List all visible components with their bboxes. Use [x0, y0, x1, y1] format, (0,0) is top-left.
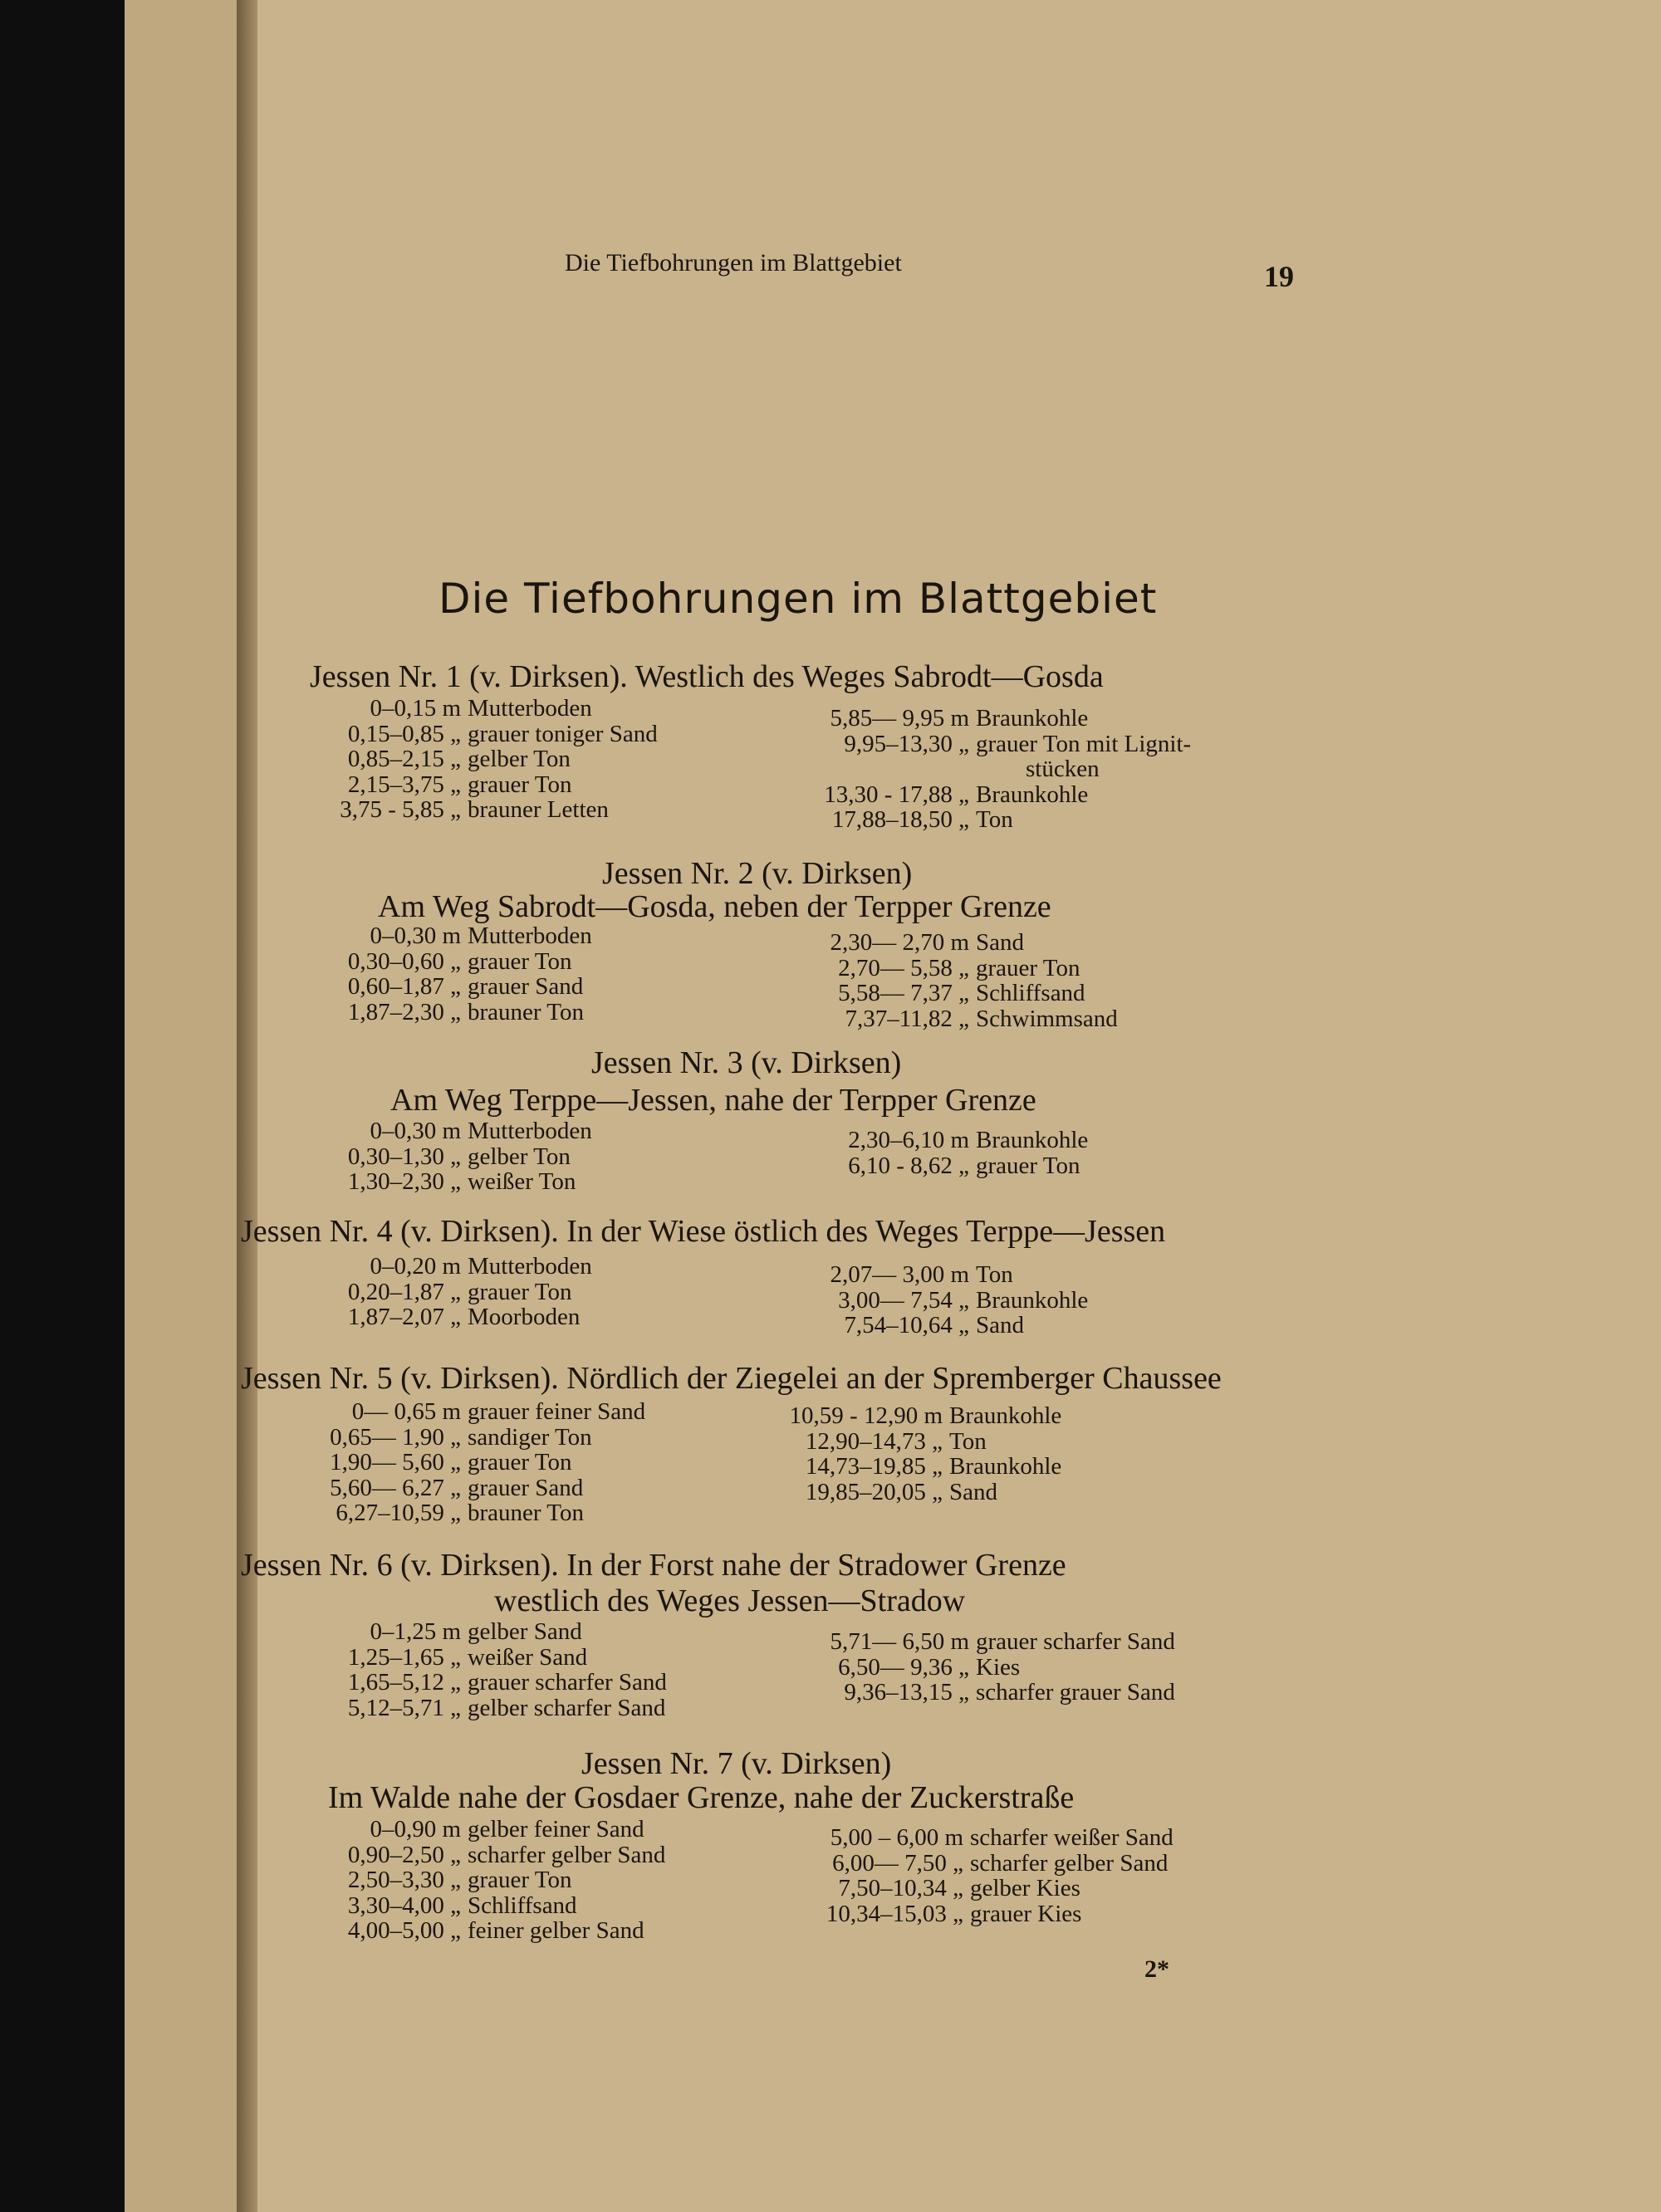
book-gutter	[237, 0, 257, 2212]
section-heading-jessen-7: Jessen Nr. 7 (v. Dirksen)	[581, 1746, 892, 1781]
layer-description: Sand	[976, 929, 1024, 956]
layer-description: grauer Ton	[468, 947, 572, 975]
layer-row	[320, 746, 658, 772]
layer-description: Schliffsand	[468, 1891, 577, 1919]
section-heading-jessen-3: Jessen Nr. 3 (v. Dirksen)	[591, 1045, 902, 1080]
depth-range: 12,90–14,73 „	[805, 1427, 943, 1455]
layer-description: grauer toniger Sand	[468, 720, 658, 747]
depth-range	[799, 756, 976, 782]
layer-description: Ton	[949, 1427, 987, 1455]
section-subheading-jessen-3: Am Weg Terppe—Jessen, nahe der Terpper Grenze	[390, 1083, 1036, 1118]
depth-range: 1,65–5,12 „	[347, 1669, 461, 1696]
layer-description: scharfer grauer Sand	[976, 1679, 1175, 1705]
layer-description: scharfer gelber Sand	[468, 1841, 666, 1868]
layer-description: sandiger Ton	[468, 1423, 592, 1451]
layer-description: grauer Ton mit Lignit-	[976, 730, 1192, 757]
depth-range: 6,50— 9,36 „	[838, 1653, 969, 1681]
layer-row	[799, 930, 1118, 956]
depth-range: 9,36–13,15 „	[844, 1679, 969, 1705]
layer-row	[799, 1006, 1118, 1032]
layer-description: Moorboden	[468, 1304, 581, 1330]
layer-description: gelber Kies	[970, 1875, 1080, 1901]
layer-row	[772, 1429, 1061, 1455]
layer-row	[320, 1670, 667, 1696]
depth-range: 6,10 - 8,62 „	[848, 1152, 969, 1179]
section-subheading-jessen-2: Am Weg Sabrodt—Gosda, neben der Terpper Grenze	[378, 889, 1051, 924]
layer-row	[799, 807, 1191, 833]
layer-description: grauer Ton	[976, 954, 1080, 981]
depth-range: 7,37–11,82 „	[845, 1005, 969, 1032]
page-title: Die Tiefbohrungen im Blattgebiet	[439, 575, 1158, 623]
layer-description: grauer Kies	[970, 1900, 1082, 1927]
depth-range: 9,95–13,30 „	[844, 730, 969, 757]
depth-range: 7,54–10,64 „	[844, 1312, 969, 1338]
layer-description: grauer Ton	[976, 1152, 1080, 1179]
left-column-jessen-4	[320, 1254, 592, 1330]
depth-range: 0,20–1,87 „	[347, 1278, 461, 1305]
depth-range: 0–0,15 m	[370, 695, 461, 722]
layer-row	[799, 1288, 1088, 1314]
layer-row	[799, 1655, 1175, 1681]
layer-row	[320, 1867, 665, 1893]
layer-description: grauer Sand	[468, 973, 584, 1000]
layer-row	[320, 923, 592, 949]
depth-range: 0–1,25 m	[370, 1618, 461, 1645]
layer-description: gelber Ton	[468, 1143, 571, 1170]
layer-row	[799, 981, 1118, 1006]
layer-description: grauer feiner Sand	[468, 1398, 646, 1425]
layer-description: gelber Sand	[468, 1618, 582, 1645]
layer-description: Mutterboden	[468, 1118, 592, 1144]
layer-description: brauner Ton	[468, 998, 584, 1025]
depth-range: 5,00 – 6,00 m	[830, 1824, 963, 1851]
layer-description: feiner gelber Sand	[468, 1917, 644, 1944]
layer-description: Kies	[976, 1653, 1021, 1681]
section-heading-jessen-2: Jessen Nr. 2 (v. Dirksen)	[602, 856, 913, 891]
layer-description: gelber feiner Sand	[468, 1816, 644, 1843]
depth-range: 0— 0,65 m	[351, 1398, 461, 1425]
layer-row	[320, 1304, 592, 1330]
layer-description: grauer Ton	[468, 1449, 572, 1475]
layer-row	[320, 1399, 645, 1425]
depth-range: 0,85–2,15 „	[347, 746, 461, 772]
section-heading-jessen-4: Jessen Nr. 4 (v. Dirksen). In der Wiese östlich des Weges Terppe—Jessen	[241, 1214, 1166, 1249]
layer-row	[320, 1893, 665, 1919]
layer-row	[772, 1454, 1061, 1480]
layer-description: grauer scharfer Sand	[468, 1669, 667, 1696]
layer-row	[320, 1843, 665, 1868]
layer-description: grauer Sand	[468, 1474, 584, 1501]
layer-row	[799, 1629, 1175, 1655]
depth-range: 4,00–5,00 „	[347, 1917, 461, 1944]
depth-range: 0,90–2,50 „	[347, 1841, 461, 1868]
layer-row	[799, 706, 1191, 732]
depth-range: 5,60— 6,27 „	[330, 1474, 461, 1501]
layer-row	[320, 1696, 667, 1721]
layer-description: grauer Ton	[468, 1278, 572, 1305]
depth-range: 1,30–2,30 „	[347, 1168, 461, 1195]
depth-range: 5,12–5,71 „	[347, 1694, 461, 1721]
layer-row	[799, 732, 1191, 757]
layer-row	[320, 1000, 592, 1025]
left-column-jessen-2	[320, 923, 592, 1025]
depth-range: 5,85— 9,95 m	[830, 705, 969, 732]
left-column-jessen-6	[320, 1619, 667, 1720]
layer-description: Braunkohle	[949, 1453, 1062, 1480]
layer-description: Mutterboden	[468, 922, 592, 949]
layer-row	[799, 1153, 1088, 1179]
depth-range: 0–0,20 m	[370, 1253, 461, 1280]
layer-description: Schliffsand	[976, 980, 1085, 1006]
layer-row	[320, 1169, 592, 1195]
depth-range: 0,60–1,87 „	[347, 973, 461, 1000]
layer-description: grauer scharfer Sand	[976, 1628, 1175, 1655]
layer-row	[320, 1619, 667, 1645]
left-column-jessen-3	[320, 1118, 592, 1195]
layer-row	[320, 1817, 665, 1843]
layer-row	[320, 1450, 645, 1475]
depth-range: 3,75 - 5,85 „	[340, 796, 461, 823]
depth-range: 2,30— 2,70 m	[830, 929, 969, 956]
right-column-jessen-1	[799, 706, 1191, 833]
depth-range: 2,70— 5,58 „	[838, 954, 969, 981]
left-column-jessen-1	[320, 696, 658, 823]
depth-range: 1,87–2,30 „	[347, 998, 461, 1025]
layer-row	[320, 949, 592, 975]
layer-description: Schwimmsand	[976, 1005, 1118, 1032]
depth-range: 17,88–18,50 „	[831, 806, 969, 833]
depth-range: 3,00— 7,54 „	[838, 1286, 969, 1314]
layer-row	[320, 1254, 592, 1280]
layer-description: Braunkohle	[949, 1402, 1062, 1429]
layer-row	[320, 1118, 592, 1144]
depth-range: 0,30–0,60 „	[347, 947, 461, 975]
layer-description: gelber scharfer Sand	[468, 1694, 666, 1721]
layer-description: weißer Ton	[468, 1168, 576, 1195]
right-column-jessen-6	[799, 1629, 1175, 1705]
layer-row	[793, 1901, 1173, 1927]
layer-row	[799, 782, 1191, 808]
section-subheading-jessen-6: westlich des Weges Jessen—Stradow	[494, 1583, 966, 1618]
depth-range: 14,73–19,85 „	[805, 1453, 943, 1480]
running-header: Die Tiefbohrungen im Blattgebiet	[565, 249, 902, 276]
layer-description: Braunkohle	[976, 1286, 1089, 1314]
depth-range: 0–0,30 m	[370, 922, 461, 949]
section-heading-jessen-6: Jessen Nr. 6 (v. Dirksen). In der Forst nahe der Stradower Grenze	[241, 1548, 1066, 1583]
layer-row	[799, 1680, 1175, 1705]
layer-description: gelber Ton	[468, 746, 571, 772]
section-subheading-jessen-7: Im Walde nahe der Gosdaer Grenze, nahe der Zuckerstraße	[328, 1780, 1075, 1815]
depth-range: 0,15–0,85 „	[347, 720, 461, 747]
layer-description: Mutterboden	[468, 1253, 592, 1280]
layer-description: Braunkohle	[976, 781, 1089, 808]
depth-range: 1,90— 5,60 „	[330, 1449, 461, 1475]
layer-description: Mutterboden	[468, 695, 592, 722]
left-column-jessen-7	[320, 1817, 665, 1944]
layer-row	[320, 1144, 592, 1170]
signature-mark: 2*	[1144, 1955, 1169, 1983]
depth-range: 10,59 - 12,90 m	[789, 1402, 943, 1429]
depth-range: 0,65— 1,90 „	[330, 1423, 461, 1451]
depth-range: 0–0,30 m	[370, 1118, 461, 1144]
previous-page-edge	[125, 0, 237, 2212]
layer-row	[799, 1262, 1088, 1288]
layer-description: Ton	[976, 1261, 1013, 1288]
layer-description: grauer Ton	[468, 1867, 572, 1893]
page-number: 19	[1264, 260, 1294, 293]
layer-row	[793, 1851, 1173, 1877]
layer-description: brauner Ton	[468, 1500, 584, 1526]
layer-row	[772, 1403, 1061, 1429]
layer-description: grauer Ton	[468, 771, 572, 798]
layer-description: Sand	[949, 1478, 997, 1505]
layer-description: Braunkohle	[976, 1127, 1089, 1153]
layer-row	[320, 772, 658, 798]
depth-range: 3,30–4,00 „	[347, 1891, 461, 1919]
depth-range: 6,00— 7,50 „	[832, 1849, 963, 1877]
left-column-jessen-5	[320, 1399, 645, 1526]
section-heading-jessen-1: Jessen Nr. 1 (v. Dirksen). Westlich des Weges Sabrodt—Gosda	[310, 659, 1104, 694]
depth-range: 2,50–3,30 „	[347, 1867, 461, 1893]
layer-description: scharfer weißer Sand	[970, 1824, 1173, 1851]
layer-row	[799, 756, 1191, 782]
layer-row	[799, 956, 1118, 981]
layer-row	[320, 1475, 645, 1501]
depth-range: 5,71— 6,50 m	[830, 1628, 969, 1655]
layer-description: brauner Letten	[468, 796, 609, 823]
layer-description: weißer Sand	[468, 1643, 588, 1671]
layer-row	[320, 722, 658, 747]
layer-row	[772, 1480, 1061, 1505]
depth-range: 2,15–3,75 „	[347, 771, 461, 798]
depth-range: 2,30–6,10 m	[848, 1127, 969, 1153]
layer-description: Braunkohle	[976, 705, 1089, 732]
depth-range: 0,30–1,30 „	[347, 1143, 461, 1170]
layer-row	[320, 696, 658, 722]
depth-range: 2,07— 3,00 m	[830, 1261, 969, 1288]
depth-range: 7,50–10,34 „	[838, 1875, 963, 1901]
depth-range: 10,34–15,03 „	[826, 1900, 963, 1927]
right-column-jessen-3	[799, 1128, 1088, 1178]
layer-row	[320, 1645, 667, 1671]
depth-range: 19,85–20,05 „	[805, 1478, 943, 1505]
layer-description: Sand	[976, 1312, 1024, 1338]
right-column-jessen-5	[772, 1403, 1061, 1505]
layer-row	[320, 1280, 592, 1305]
section-heading-jessen-5: Jessen Nr. 5 (v. Dirksen). Nördlich der Ziegelei an der Spremberger Chaussee	[241, 1361, 1222, 1396]
layer-description: scharfer gelber Sand	[970, 1849, 1169, 1877]
depth-range: 1,87–2,07 „	[347, 1304, 461, 1330]
layer-description: stücken	[1026, 756, 1100, 782]
layer-row	[799, 1128, 1088, 1153]
depth-range: 13,30 - 17,88 „	[824, 781, 969, 808]
layer-row	[793, 1825, 1173, 1851]
layer-row	[320, 797, 658, 823]
right-column-jessen-7	[793, 1825, 1173, 1926]
layer-row	[320, 1918, 665, 1944]
depth-range: 1,25–1,65 „	[347, 1643, 461, 1671]
depth-range: 0–0,90 m	[370, 1816, 461, 1843]
right-column-jessen-2	[799, 930, 1118, 1031]
layer-row	[793, 1876, 1173, 1901]
layer-row	[320, 1500, 645, 1526]
depth-range: 5,58— 7,37 „	[838, 980, 969, 1006]
depth-range: 6,27–10,59 „	[336, 1500, 461, 1526]
layer-row	[320, 974, 592, 1000]
layer-description: Ton	[976, 806, 1013, 833]
layer-row	[799, 1313, 1088, 1338]
right-column-jessen-4	[799, 1262, 1088, 1338]
layer-row	[320, 1425, 645, 1451]
